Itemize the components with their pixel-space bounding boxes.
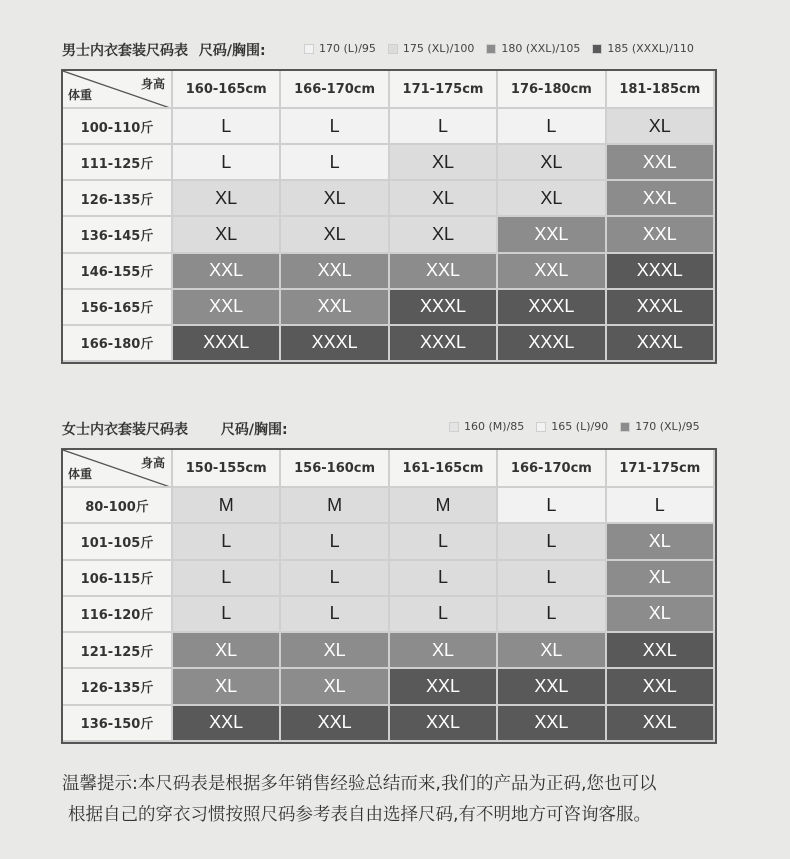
size-cell: XXL xyxy=(607,706,715,742)
size-cell: L xyxy=(498,488,606,524)
size-cell: L xyxy=(498,109,606,145)
size-cell: XL xyxy=(607,597,715,633)
size-cell: XXL xyxy=(173,290,281,326)
women-table-title xyxy=(62,419,288,439)
height-header: 150-155cm xyxy=(173,450,281,488)
weight-label: 106-115斤 xyxy=(63,561,173,597)
size-cell: XXXL xyxy=(281,326,389,362)
men-size-table xyxy=(61,69,717,364)
weight-label: 116-120斤 xyxy=(63,597,173,633)
size-cell: XXL xyxy=(607,217,715,253)
legend-item xyxy=(536,420,608,433)
size-cell: L xyxy=(498,524,606,560)
size-cell: XL xyxy=(281,217,389,253)
size-cell: XL xyxy=(390,181,498,217)
size-cell: XXXL xyxy=(390,290,498,326)
size-cell: XXXL xyxy=(607,326,715,362)
size-cell: L xyxy=(607,488,715,524)
height-header: 166-170cm xyxy=(498,450,606,488)
size-cell: XXXL xyxy=(498,290,606,326)
height-header: 160-165cm xyxy=(173,71,281,109)
men-table-title xyxy=(62,40,266,60)
height-header: 156-160cm xyxy=(281,450,389,488)
size-cell: L xyxy=(173,597,281,633)
size-cell: XXL xyxy=(390,254,498,290)
legend-label: 180 (XXL)/105 xyxy=(501,42,581,55)
size-cell: XXL xyxy=(498,254,606,290)
corner-height-label: 身高 xyxy=(140,77,165,91)
legend-swatch xyxy=(486,44,496,54)
weight-label: 136-150斤 xyxy=(63,706,173,742)
size-cell: XL xyxy=(173,181,281,217)
size-cell: XL xyxy=(498,181,606,217)
weight-label: 80-100斤 xyxy=(63,488,173,524)
tip-line-1: 温馨提示:本尺码表是根据多年销售经验总结而来,我们的产品为正码,您也可以 xyxy=(62,774,657,794)
size-cell: XL xyxy=(607,109,715,145)
women-size-table xyxy=(61,448,717,744)
legend-label: 160 (M)/85 xyxy=(464,420,525,433)
legend-swatch xyxy=(304,44,314,54)
weight-label: 100-110斤 xyxy=(63,109,173,145)
size-cell: XXL xyxy=(281,290,389,326)
size-cell: L xyxy=(173,109,281,145)
size-cell: L xyxy=(498,597,606,633)
size-cell: XXL xyxy=(607,669,715,705)
legend-label: 165 (L)/90 xyxy=(551,420,609,433)
legend-swatch xyxy=(620,422,630,432)
corner-weight-label: 体重 xyxy=(68,467,93,481)
size-cell: XXXL xyxy=(173,326,281,362)
corner-weight-label: 体重 xyxy=(68,88,93,102)
size-cell: XL xyxy=(173,633,281,669)
size-cell: XL xyxy=(607,561,715,597)
legend-swatch xyxy=(536,422,546,432)
weight-label: 156-165斤 xyxy=(63,290,173,326)
size-cell: XXL xyxy=(607,145,715,181)
size-cell: XXL xyxy=(607,633,715,669)
size-cell: M xyxy=(173,488,281,524)
size-cell: M xyxy=(390,488,498,524)
size-cell: XL xyxy=(281,669,389,705)
women-legend xyxy=(449,420,700,433)
size-cell: XL xyxy=(173,217,281,253)
women-legend-title: 尺码/胸围: xyxy=(220,422,288,438)
size-cell: XXXL xyxy=(607,254,715,290)
weight-label: 111-125斤 xyxy=(63,145,173,181)
weight-label: 146-155斤 xyxy=(63,254,173,290)
legend-item xyxy=(620,420,699,433)
size-cell: XXL xyxy=(498,669,606,705)
size-cell: XXXL xyxy=(498,326,606,362)
size-cell: XL xyxy=(498,145,606,181)
men-title-text: 男士内衣套装尺码表 xyxy=(62,43,188,59)
legend-item xyxy=(486,42,580,55)
weight-label: 126-135斤 xyxy=(63,181,173,217)
size-cell: L xyxy=(390,524,498,560)
size-cell: L xyxy=(281,145,389,181)
height-header: 161-165cm xyxy=(390,450,498,488)
size-cell: L xyxy=(498,561,606,597)
weight-label: 136-145斤 xyxy=(63,217,173,253)
size-cell: L xyxy=(281,597,389,633)
legend-item xyxy=(449,420,524,433)
legend-swatch xyxy=(388,44,398,54)
size-cell: XL xyxy=(281,633,389,669)
size-cell: XXXL xyxy=(390,326,498,362)
size-cell: XXXL xyxy=(607,290,715,326)
tip-line-2: 根据自己的穿衣习惯按照尺码参考表自由选择尺码,有不明地方可咨询客服。 xyxy=(68,805,652,825)
legend-label: 170 (L)/95 xyxy=(319,42,376,55)
size-cell: XXL xyxy=(498,217,606,253)
legend-label: 185 (XXXL)/110 xyxy=(607,42,694,55)
size-cell: XL xyxy=(390,145,498,181)
height-header: 166-170cm xyxy=(281,71,389,109)
size-cell: XXL xyxy=(390,706,498,742)
legend-item xyxy=(304,42,376,55)
size-cell: XXL xyxy=(281,706,389,742)
weight-label: 126-135斤 xyxy=(63,669,173,705)
size-cell: L xyxy=(281,561,389,597)
size-cell: L xyxy=(390,561,498,597)
corner-header xyxy=(63,71,173,109)
size-cell: XXL xyxy=(607,181,715,217)
size-cell: XXL xyxy=(173,254,281,290)
size-cell: XXL xyxy=(173,706,281,742)
legend-item xyxy=(592,42,694,55)
height-header: 181-185cm xyxy=(607,71,715,109)
size-cell: L xyxy=(173,145,281,181)
size-cell: XXL xyxy=(498,706,606,742)
size-cell: L xyxy=(390,109,498,145)
size-cell: L xyxy=(281,524,389,560)
legend-swatch xyxy=(449,422,459,432)
size-cell: XL xyxy=(390,633,498,669)
size-cell: XL xyxy=(498,633,606,669)
corner-header xyxy=(63,450,173,488)
weight-label: 166-180斤 xyxy=(63,326,173,362)
size-cell: L xyxy=(281,109,389,145)
size-cell: XL xyxy=(607,524,715,560)
legend-swatch xyxy=(592,44,602,54)
men-legend-title: 尺码/胸围: xyxy=(198,43,266,59)
height-header: 171-175cm xyxy=(390,71,498,109)
legend-item xyxy=(388,42,474,55)
size-cell: L xyxy=(173,524,281,560)
legend-label: 170 (XL)/95 xyxy=(635,420,700,433)
women-title-text: 女士内衣套装尺码表 xyxy=(62,422,188,438)
size-cell: XXL xyxy=(281,254,389,290)
size-cell: XXL xyxy=(390,669,498,705)
weight-label: 101-105斤 xyxy=(63,524,173,560)
men-legend xyxy=(304,42,694,55)
size-cell: L xyxy=(390,597,498,633)
corner-height-label: 身高 xyxy=(140,456,165,470)
height-header: 176-180cm xyxy=(498,71,606,109)
legend-label: 175 (XL)/100 xyxy=(402,42,475,55)
weight-label: 121-125斤 xyxy=(63,633,173,669)
size-cell: XL xyxy=(173,669,281,705)
size-cell: L xyxy=(173,561,281,597)
height-header: 171-175cm xyxy=(607,450,715,488)
size-cell: XL xyxy=(281,181,389,217)
size-cell: XL xyxy=(390,217,498,253)
size-cell: M xyxy=(281,488,389,524)
